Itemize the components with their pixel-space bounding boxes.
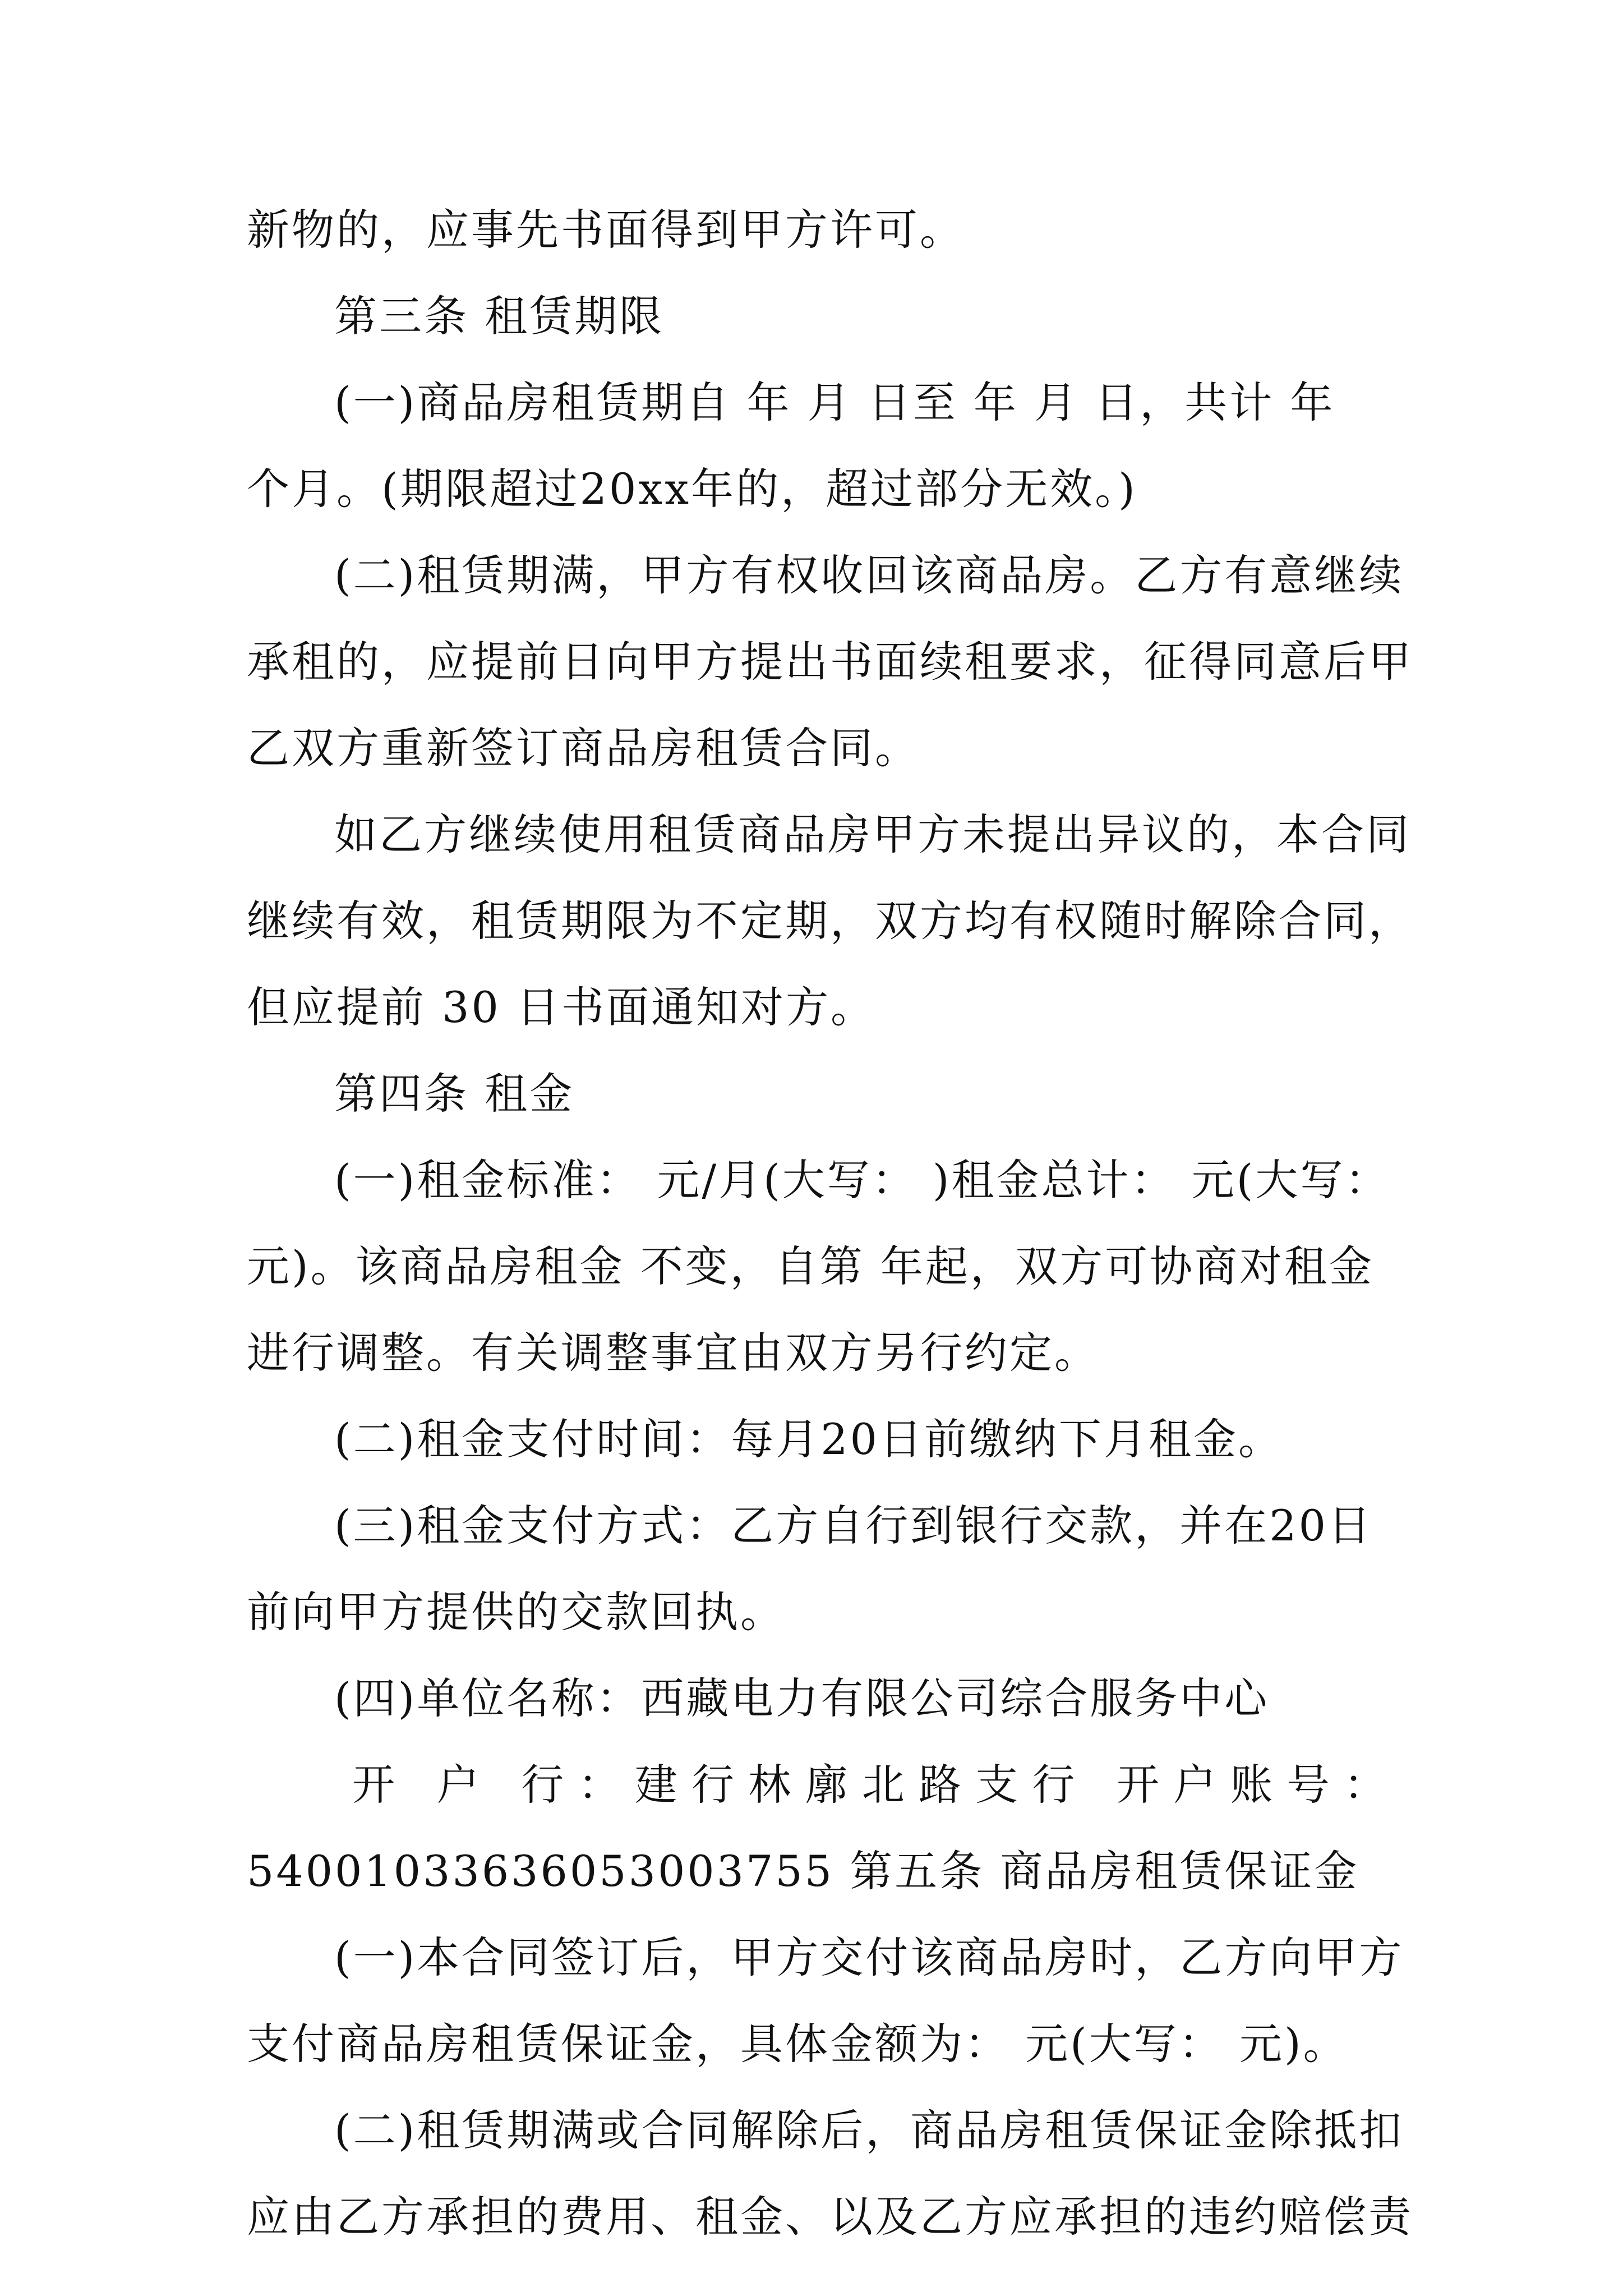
paragraph-line: 支付商品房租赁保证金，具体金额为： 元(大写： 元)。 — [247, 2019, 1348, 2069]
paragraph-line: 乙双方重新签订商品房租赁合同。 — [247, 723, 920, 773]
paragraph-line: (三)租金支付方式：乙方自行到银行交款，并在20日 — [334, 1501, 1373, 1550]
paragraph-line: 54001033636053003755 第五条 商品房租赁保证金 — [247, 1846, 1359, 1896]
paragraph-line: (二)租赁期满或合同解除后，商品房租赁保证金除抵扣 — [334, 2105, 1404, 2155]
paragraph-line: (四)单位名称：西藏电力有限公司综合服务中心 — [334, 1673, 1270, 1723]
article-heading: 第四条 租金 — [334, 1069, 575, 1119]
paragraph-line: 前向甲方提供的交款回执。 — [247, 1587, 785, 1637]
paragraph-line: 进行调整。有关调整事宜由双方另行约定。 — [247, 1328, 1099, 1378]
paragraph-line: (一)商品房租赁期自 年 月 日至 年 月 日，共计 年 — [334, 378, 1335, 427]
paragraph-line: (一)租金标准： 元/月(大写： )租金总计： 元(大写： — [334, 1155, 1390, 1205]
paragraph-line: 元)。该商品房租金 不变，自第 年起，双方可协商对租金 — [247, 1241, 1374, 1291]
paragraph-line: 个月。(期限超过20xx年的，超过部分无效。) — [247, 464, 1137, 514]
paragraph-line: 继续有效，租赁期限为不定期，双方均有权随时解除合同， — [247, 896, 1413, 946]
paragraph-line: (一)本合同签订后，甲方交付该商品房时，乙方向甲方 — [334, 1932, 1404, 1982]
paragraph-line: 承租的，应提前日向甲方提出书面续租要求，征得同意后甲 — [247, 637, 1413, 687]
bank-info-line: 开 户 行：建行林廓北路支行 开户账号： — [352, 1760, 1391, 1810]
paragraph-line: 新物的，应事先书面得到甲方许可。 — [247, 205, 965, 255]
paragraph-line: 但应提前 30 日书面通知对方。 — [247, 982, 876, 1032]
paragraph-line: (二)租金支付时间：每月20日前缴纳下月租金。 — [334, 1414, 1284, 1464]
paragraph-line: 如乙方继续使用租赁商品房甲方未提出异议的，本合同 — [334, 809, 1411, 859]
paragraph-line: 应由乙方承担的费用、租金、以及乙方应承担的违约赔偿责 — [247, 2192, 1413, 2242]
article-heading: 第三条 租赁期限 — [334, 291, 665, 341]
paragraph-line: (二)租赁期满，甲方有权收回该商品房。乙方有意继续 — [334, 550, 1404, 600]
